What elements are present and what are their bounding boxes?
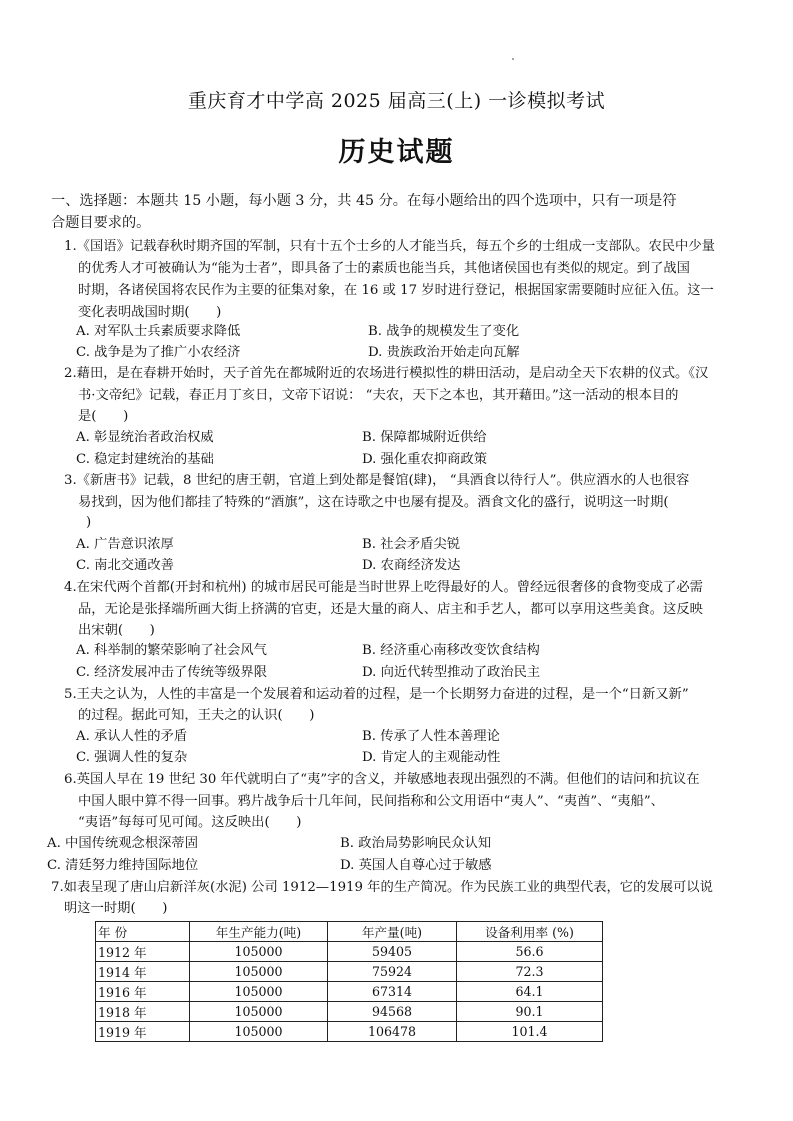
q4-stem-line-2: 品，无论是张择端所画大街上挤满的官吏，还是大量的商人、店主和手艺人，都可以享用这些美食。这反映 [78,602,703,617]
q5-option-d: D. 肯定人的主观能动性 [362,750,501,765]
q4-option-d: D. 向近代转型推动了政治民主 [362,665,541,680]
q6-stem-line-1: 6.英国人早在 19 世纪 30 年代就明白了“夷”字的含义，并敏感地表现出强烈的不满。但他们的诘问和抗议在 [64,772,700,787]
table-cell-year: 1914 年 [96,962,190,982]
production-table [95,921,603,1042]
q1-option-b: B. 战争的规模发生了变化 [368,324,520,339]
exam-title: 重庆育才中学高 2025 届高三(上) 一诊模拟考试 [187,90,606,112]
q2-stem-line-3: 是( ) [78,409,129,424]
section-heading-line-1: 一、选择题：本题共 15 小题，每小题 3 分，共 45 分。在每小题给出的四个选项中，只有一项是符 [51,193,677,209]
table-cell-year: 1916 年 [96,982,190,1002]
table-cell-year: 1918 年 [96,1002,190,1022]
table-row [96,942,603,962]
q3-stem-line-2: 易找到，因为他们都挂了特殊的“酒旗”，这在诗歌之中也屡有提及。酒食文化的盛行，说明这一时期( [78,495,669,510]
q6-option-d: D. 英国人自尊心过于敏感 [340,858,492,873]
q4-stem-line-1: 4.在宋代两个首都(开封和杭州) 的城市居民可能是当时世界上吃得最好的人。曾经远很奢侈的食物变成了必需 [64,580,703,595]
q3-option-b: B. 社会矛盾尖锐 [362,537,461,552]
table-cell-utilization: 72.3 [457,962,603,982]
scan-dot [512,58,514,60]
table-cell-capacity: 105000 [190,942,328,962]
q3-option-a: A. 广告意识浓厚 [76,537,174,552]
q3-stem-line-1: 3.《新唐书》记载，8 世纪的唐王朝，官道上到处都是餐馆(肆)， “具酒食以待行人”。供应酒水的人也很容 [64,473,690,488]
q6-option-c: C. 清廷努力维持国际地位 [47,858,199,873]
q1-stem-line-4: 变化表明战国时期( ) [78,305,222,320]
q7-stem-line-1: 7.如表呈现了唐山启新洋灰(水泥) 公司 1912—1919 年的生产简况。作为民族工业的典型代表，它的发展可以说 [51,880,713,895]
q4-option-b: B. 经济重心南移改变饮食结构 [362,643,540,658]
q1-option-a: A. 对军队士兵素质要求降低 [76,324,241,339]
table-header-row [96,922,603,942]
table-cell-capacity: 105000 [190,1002,328,1022]
table-row [96,1022,603,1042]
q5-stem-line-2: 的过程。据此可知，王夫之的认识( ) [78,708,315,723]
table-cell-output: 106478 [328,1022,457,1042]
q1-option-c: C. 战争是为了推广小农经济 [76,345,241,360]
q2-option-a: A. 彰显统治者政治权威 [76,430,214,445]
q2-stem-line-1: 2.藉田，是在春耕开始时，天子首先在都城附近的农场进行模拟性的耕田活动，是启动全天下农耕的仪式。《汉 [64,366,709,381]
q5-stem-line-1: 5.王夫之认为，人性的丰富是一个发展着和运动着的过程，是一个长期努力奋进的过程，是一个“日新又新” [64,687,689,702]
table-header-output: 年产量(吨) [328,922,457,942]
q3-option-c: C. 南北交通改善 [76,558,174,573]
q5-option-a: A. 承认人性的矛盾 [76,729,188,744]
table-cell-output: 67314 [328,982,457,1002]
q4-option-a: A. 科举制的繁荣影响了社会风气 [76,643,267,658]
q1-stem-line-1: 1.《国语》记载春秋时期齐国的军制，只有十五个士乡的人才能当兵，每五个乡的士组成一支部队。农民中少量 [64,239,715,254]
table-cell-capacity: 105000 [190,982,328,1002]
q5-option-b: B. 传承了人性本善理论 [362,729,500,744]
q1-stem-line-2: 的优秀人才可被确认为“能为士者”，即具备了士的素质也能当兵，其他诸侯国也有类似的规定。到了战国 [78,261,690,276]
q3-stem-line-3: ) [86,515,92,530]
q3-option-d: D. 农商经济发达 [362,558,461,573]
table-cell-utilization: 90.1 [457,1002,603,1022]
table-cell-year: 1919 年 [96,1022,190,1042]
table-cell-output: 94568 [328,1002,457,1022]
q6-option-b: B. 政治局势影响民众认知 [340,836,492,851]
table-header-capacity: 年生产能力(吨) [190,922,328,942]
table-cell-year: 1912 年 [96,942,190,962]
q6-stem-line-2: 中国人眼中算不得一回事。鸦片战争后十几年间，民间指称和公文用语中“夷人”、“夷酋”、“夷船”、 [78,794,664,809]
table-cell-capacity: 105000 [190,1022,328,1042]
q2-stem-line-2: 书·文帝纪》记载，春正月丁亥日，文帝下诏说： “夫农，天下之本也，其开藉田。”这一活动的根本目的 [78,388,679,403]
table-cell-output: 75924 [328,962,457,982]
q7-stem-line-2: 明这一时期( ) [64,901,168,916]
q2-option-c: C. 稳定封建统治的基础 [76,452,214,467]
table-cell-utilization: 64.1 [457,982,603,1002]
section-heading-line-2: 合题目要求的。 [51,215,151,231]
q6-stem-line-3: “夷语”每每可见可闻。这反映出( ) [78,815,302,830]
table-header-year: 年 份 [96,922,190,942]
table-header-utilization: 设备利用率 (%) [457,922,603,942]
table-row [96,962,603,982]
table-row [96,1002,603,1022]
q1-option-d: D. 贵族政治开始走向瓦解 [368,345,520,360]
q2-option-d: D. 强化重农抑商政策 [362,452,488,467]
q4-stem-line-3: 出宋朝( ) [78,623,155,638]
table-cell-capacity: 105000 [190,962,328,982]
table-cell-utilization: 101.4 [457,1022,603,1042]
q5-option-c: C. 强调人性的复杂 [76,750,188,765]
table-row [96,982,603,1002]
q1-stem-line-3: 时期，各诸侯国将农民作为主要的征集对象，在 16 或 17 岁时进行登记，根据国家需要随时应征入伍。这一 [78,283,714,298]
q2-option-b: B. 保障都城附近供给 [362,430,487,445]
q6-option-a: A. 中国传统观念根深蒂固 [47,836,199,851]
subject-title: 历史试题 [338,137,455,168]
table-cell-utilization: 56.6 [457,942,603,962]
q4-option-c: C. 经济发展冲击了传统等级界限 [76,665,268,680]
table-cell-output: 59405 [328,942,457,962]
